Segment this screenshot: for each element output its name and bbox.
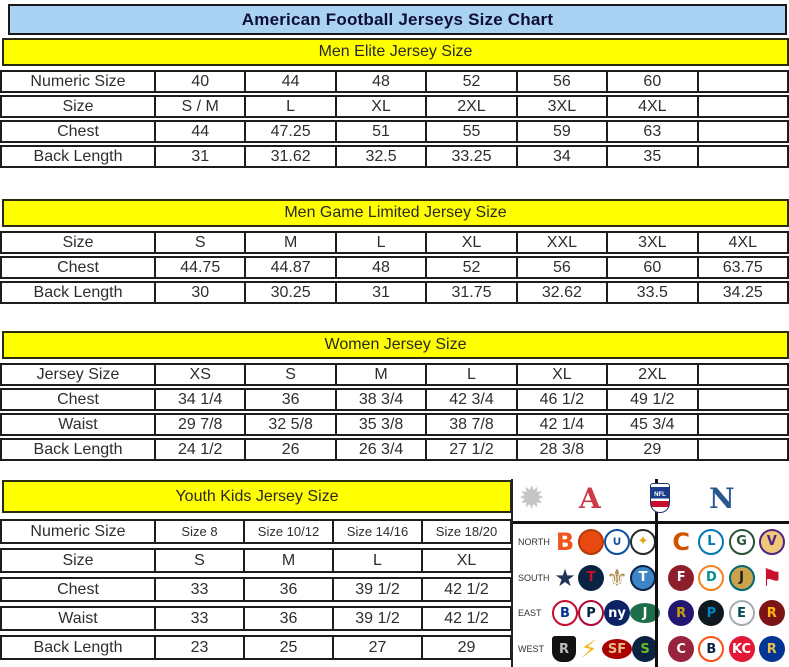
size-cell: M [245, 548, 334, 573]
size-cell [699, 438, 789, 461]
section-title: Men Game Limited Jersey Size [2, 199, 789, 227]
row-label: Waist [0, 606, 156, 631]
size-cell: M [246, 231, 336, 254]
size-table-men-elite-jersey-size [0, 38, 789, 170]
size-cell: 59 [518, 120, 608, 143]
size-cell: Size 14/16 [334, 519, 423, 544]
row-label: Numeric Size [0, 519, 156, 544]
nfl-divisions-panel [511, 479, 789, 667]
size-cell: 56 [518, 256, 608, 279]
cardinals-logo: C [668, 636, 694, 662]
size-cell: 42 1/2 [423, 606, 512, 631]
size-cell: 25 [245, 635, 334, 660]
size-cell: 46 1/2 [518, 388, 608, 411]
size-cell [699, 145, 789, 168]
size-cell: L [427, 363, 517, 386]
size-cell: 47.25 [246, 120, 336, 143]
afc-team-logos [552, 600, 654, 626]
size-cell: XL [427, 231, 517, 254]
raiders-logo: R [552, 636, 576, 662]
row-label: Jersey Size [0, 363, 156, 386]
ravens-logo: R [668, 600, 694, 626]
size-cell: 2XL [427, 95, 517, 118]
row-label: Back Length [0, 145, 156, 168]
afc-team-logos [552, 565, 654, 591]
size-cell: 39 1/2 [334, 577, 423, 602]
falcons-logo: F [668, 565, 694, 591]
fortyniners-logo: SF [602, 639, 632, 659]
row-label: Numeric Size [0, 70, 156, 93]
nfl-shield-icon: NFL [650, 483, 670, 513]
size-cell: 60 [608, 256, 698, 279]
browns-logo [578, 529, 604, 555]
buccaneers-logo: ⚑ [760, 563, 783, 592]
rams-logo: R [759, 636, 785, 662]
size-cell: 34 [518, 145, 608, 168]
size-cell: 31 [156, 145, 246, 168]
nfl-panel-header [513, 479, 789, 524]
size-cell: L [246, 95, 336, 118]
afc-team-logos [552, 529, 654, 555]
size-cell: 35 [608, 145, 698, 168]
size-cell: 56 [518, 70, 608, 93]
division-row-east [513, 596, 789, 630]
size-cell: 29 [608, 438, 698, 461]
size-cell: 4XL [608, 95, 698, 118]
seahawks-logo: S [632, 636, 658, 662]
size-cell: 63 [608, 120, 698, 143]
size-cell: 36 [246, 388, 336, 411]
size-cell: 39 1/2 [334, 606, 423, 631]
table-row [0, 635, 512, 660]
size-cell: 27 [334, 635, 423, 660]
nfc-logo: N [709, 482, 735, 515]
table-row [0, 120, 789, 143]
afc-team-logos [552, 636, 654, 662]
table-row [0, 548, 512, 573]
division-label: SOUTH [518, 572, 550, 583]
size-cell: 26 [246, 438, 336, 461]
bills-logo: B [552, 600, 578, 626]
size-cell: L [334, 548, 423, 573]
table-row [0, 145, 789, 168]
division-row-west [513, 632, 789, 666]
row-label: Size [0, 548, 156, 573]
size-cell: 35 3/8 [337, 413, 427, 436]
size-cell: 44 [156, 120, 246, 143]
size-cell: 27 1/2 [427, 438, 517, 461]
table-row [0, 577, 512, 602]
size-cell: 49 1/2 [608, 388, 698, 411]
size-cell: Size 8 [156, 519, 245, 544]
jets-logo: J [630, 603, 660, 623]
division-row-south [513, 561, 789, 595]
section-title: Youth Kids Jersey Size [2, 480, 512, 513]
size-cell: Size 10/12 [245, 519, 334, 544]
size-cell: 33.25 [427, 145, 517, 168]
size-cell: 32.5 [337, 145, 427, 168]
colts-logo: ∪ [604, 529, 630, 555]
size-cell: 38 7/8 [427, 413, 517, 436]
chiefs-logo: KC [729, 636, 755, 662]
lions-logo: L [698, 529, 724, 555]
size-cell: 31 [337, 281, 427, 304]
size-cell: L [337, 231, 427, 254]
row-label: Chest [0, 256, 156, 279]
size-cell: 23 [156, 635, 245, 660]
packers-logo: G [729, 529, 755, 555]
size-cell [699, 120, 789, 143]
size-cell: 44 [246, 70, 336, 93]
afc-logo: A [579, 482, 601, 515]
titans-logo: T [630, 565, 656, 591]
table-row [0, 519, 512, 544]
vikings-logo: V [759, 529, 785, 555]
division-label: WEST [518, 644, 544, 655]
size-cell: XS [156, 363, 246, 386]
nfc-team-logos [664, 600, 789, 626]
size-cell: 30 [156, 281, 246, 304]
nfc-team-logos [664, 529, 789, 555]
size-cell: 42 3/4 [427, 388, 517, 411]
table-row [0, 95, 789, 118]
cowboys-logo: ★ [554, 563, 576, 592]
page-title: American Football Jerseys Size Chart [8, 4, 787, 35]
size-cell: 32 5/8 [246, 413, 336, 436]
size-cell: 42 1/4 [518, 413, 608, 436]
size-cell: 33 [156, 577, 245, 602]
size-cell: S [156, 548, 245, 573]
size-cell [699, 95, 789, 118]
size-cell: 60 [608, 70, 698, 93]
row-label: Waist [0, 413, 156, 436]
row-label: Chest [0, 120, 156, 143]
redskins-logo: R [759, 600, 785, 626]
size-cell: 31.75 [427, 281, 517, 304]
size-cell: XL [337, 95, 427, 118]
division-row-north [513, 525, 789, 559]
size-cell: 51 [337, 120, 427, 143]
bengals-logo: B [555, 527, 575, 556]
size-cell: 45 3/4 [608, 413, 698, 436]
size-cell: 29 7/8 [156, 413, 246, 436]
table-row [0, 256, 789, 279]
table-row [0, 70, 789, 93]
size-cell: Size 18/20 [423, 519, 512, 544]
row-label: Back Length [0, 635, 156, 660]
row-label: Back Length [0, 281, 156, 304]
row-label: Chest [0, 388, 156, 411]
row-label: Size [0, 95, 156, 118]
nfc-team-logos [664, 565, 789, 591]
patriots-logo: P [578, 600, 604, 626]
size-cell: 55 [427, 120, 517, 143]
size-cell: 34.25 [699, 281, 789, 304]
nfc-team-logos [664, 636, 789, 662]
table-row [0, 281, 789, 304]
bears-logo: C [672, 527, 690, 556]
row-label: Size [0, 231, 156, 254]
eagles-logo: E [729, 600, 755, 626]
table-rows [0, 70, 789, 168]
size-table-women-jersey-size [0, 331, 789, 463]
size-cell: S / M [156, 95, 246, 118]
row-label: Chest [0, 577, 156, 602]
starburst-icon: ✹ [519, 481, 545, 516]
size-cell: 3XL [518, 95, 608, 118]
section-title: Men Elite Jersey Size [2, 38, 789, 66]
size-cell: 28 3/8 [518, 438, 608, 461]
size-cell: 40 [156, 70, 246, 93]
size-cell: 63.75 [699, 256, 789, 279]
table-row [0, 413, 789, 436]
table-row [0, 438, 789, 461]
size-cell: 36 [245, 606, 334, 631]
table-rows [0, 519, 512, 660]
panthers-logo: P [698, 600, 724, 626]
size-cell: XL [423, 548, 512, 573]
size-cell: 48 [337, 256, 427, 279]
table-rows [0, 363, 789, 461]
size-cell: 24 1/2 [156, 438, 246, 461]
size-cell: 42 1/2 [423, 577, 512, 602]
row-label: Back Length [0, 438, 156, 461]
size-cell: S [246, 363, 336, 386]
table-row [0, 388, 789, 411]
size-cell: 32.62 [518, 281, 608, 304]
table-rows [0, 231, 789, 304]
giants-logo: ny [604, 600, 630, 626]
size-cell: 26 3/4 [337, 438, 427, 461]
size-cell [699, 388, 789, 411]
texans-logo: T [578, 565, 604, 591]
size-cell: 48 [337, 70, 427, 93]
size-cell: 33 [156, 606, 245, 631]
jaguars-logo: J [729, 565, 755, 591]
table-row [0, 606, 512, 631]
division-label: NORTH [518, 536, 550, 547]
size-cell: 3XL [608, 231, 698, 254]
size-cell: 44.87 [246, 256, 336, 279]
table-row [0, 363, 789, 386]
size-cell: 30.25 [246, 281, 336, 304]
division-rows [513, 524, 789, 667]
size-cell: S [156, 231, 246, 254]
size-cell: 29 [423, 635, 512, 660]
steelers-logo: ✦ [630, 529, 656, 555]
size-cell: XL [518, 363, 608, 386]
dolphins-logo: D [698, 565, 724, 591]
size-cell: M [337, 363, 427, 386]
broncos-logo: B [698, 636, 724, 662]
size-table-men-game-limited-jersey-size [0, 199, 789, 306]
size-cell: 34 1/4 [156, 388, 246, 411]
size-cell [699, 70, 789, 93]
table-row [0, 231, 789, 254]
size-cell: 31.62 [246, 145, 336, 168]
size-cell: 52 [427, 70, 517, 93]
size-table-youth-kids-jersey-size [0, 480, 512, 664]
size-cell: 4XL [699, 231, 789, 254]
size-cell: 52 [427, 256, 517, 279]
size-cell: 38 3/4 [337, 388, 427, 411]
size-cell [699, 413, 789, 436]
size-cell: 2XL [608, 363, 698, 386]
size-cell: 33.5 [608, 281, 698, 304]
division-label: EAST [518, 608, 542, 619]
size-cell: 44.75 [156, 256, 246, 279]
saints-logo: ⚜ [606, 563, 628, 592]
chargers-logo: ⚡ [580, 635, 598, 664]
size-cell: 36 [245, 577, 334, 602]
size-cell: XXL [518, 231, 608, 254]
section-title: Women Jersey Size [2, 331, 789, 359]
size-cell [699, 363, 789, 386]
